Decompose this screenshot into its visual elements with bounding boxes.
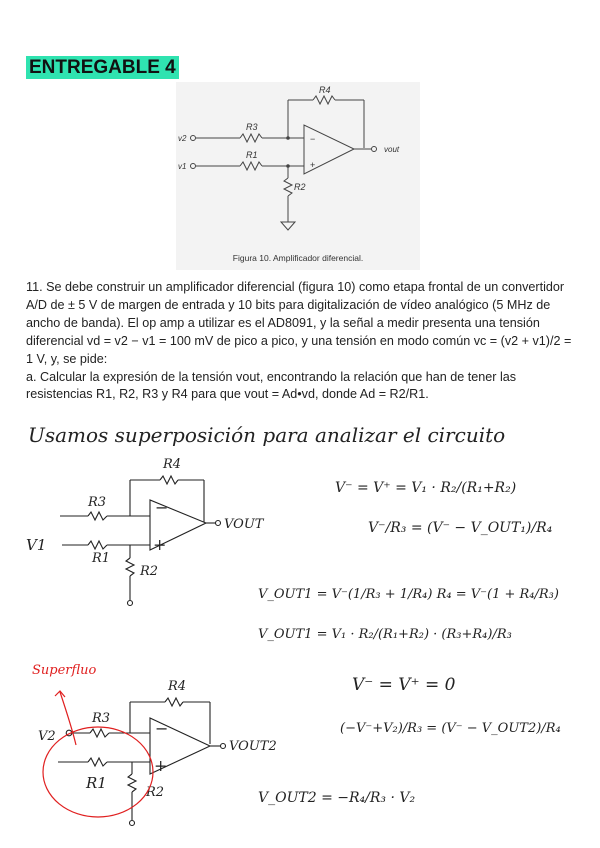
problem-statement (26, 279, 574, 404)
equation-7: V_OUT2 = −R₄/R₃ · V₂ (258, 790, 416, 806)
r4-label: R4 (319, 85, 331, 95)
sketch2-r1-label: R1 (86, 774, 107, 792)
equation-5: V⁻ = V⁺ = 0 (352, 675, 456, 695)
equation-4: V_OUT1 = V₁ · R₂/(R₁+R₂) · (R₃+R₄)/R₃ (258, 627, 512, 642)
r3-label: R3 (246, 122, 258, 132)
r1-label: R1 (246, 150, 258, 160)
figure-caption: Figura 10. Amplificador diferencial. (232, 253, 364, 263)
superfluo-note: Superfluo (32, 663, 97, 678)
problem-paragraph: 11. Se debe construir un amplificador diferencial (figura 10) como etapa frontal de un convertidor A/D de ± 5 V de margen de entrada y 10 bits para digitalización de vídeo analógico (5 MHz de ancho de banda). El op amp a utilizar es el AD8091, y la señal a medir presenta una tensión diferencial vd = v2 − v1 = 100 mV de pico a pico, y una tensión en modo común vc = (v2 + v1)/2 = 1 V, y, se pide: (26, 280, 572, 366)
equation-2: V⁻/R₃ = (V⁻ − V_OUT₁)/R₄ (368, 520, 553, 536)
sketch2-v2-label: V2 (38, 729, 56, 744)
sketch2-r3-label: R3 (92, 711, 111, 726)
handwritten-notes (0, 410, 600, 848)
problem-item-a: a. Calcular la expresión de la tensión vout, encontrando la relación que han de tener las resistencias R1, R2, R3 y R4 para que vout = Ad•vd, donde Ad = R2/R1. (26, 369, 517, 402)
v2-label: v2 (178, 134, 187, 143)
sketch1-vout-label: VOUT (224, 517, 264, 532)
sketch1-r1-label: R1 (92, 551, 111, 566)
page-title: ENTREGABLE 4 (26, 56, 179, 79)
circuit-figure (176, 82, 420, 270)
svg-text:−: − (310, 134, 316, 144)
red-annotation (43, 691, 153, 817)
r2-label: R2 (294, 182, 306, 192)
v1-label: v1 (178, 162, 187, 171)
svg-text:−: − (155, 498, 169, 517)
sketch2-vout-label: VOUT2 (229, 739, 277, 754)
notes-heading: Usamos superposición para analizar el circuito (28, 423, 506, 447)
equation-6: (−V⁻+V₂)/R₃ = (V⁻ − V_OUT2)/R₄ (340, 721, 561, 736)
svg-text:+: + (154, 756, 168, 775)
sketch1-r3-label: R3 (88, 495, 107, 510)
sketch1-r2-label: R2 (140, 564, 159, 579)
differential-amplifier-diagram (176, 82, 420, 270)
sketch1-r4-label: R4 (163, 457, 182, 472)
vout-label: vout (384, 145, 400, 154)
sketch1-v1-label: V1 (26, 536, 47, 554)
svg-text:+: + (153, 535, 167, 554)
equation-1: V⁻ = V⁺ = V₁ · R₂/(R₁+R₂) (335, 480, 517, 496)
sketch-circuit-2 (58, 698, 226, 826)
sketch2-r4-label: R4 (168, 679, 187, 694)
sketch2-r2-label: R2 (146, 785, 165, 800)
equation-3: V_OUT1 = V⁻(1/R₃ + 1/R₄) R₄ = V⁻(1 + R₄/R₃) (258, 587, 559, 602)
svg-text:+: + (310, 160, 316, 170)
sketch-circuit-1 (60, 476, 221, 606)
svg-text:−: − (155, 719, 169, 738)
